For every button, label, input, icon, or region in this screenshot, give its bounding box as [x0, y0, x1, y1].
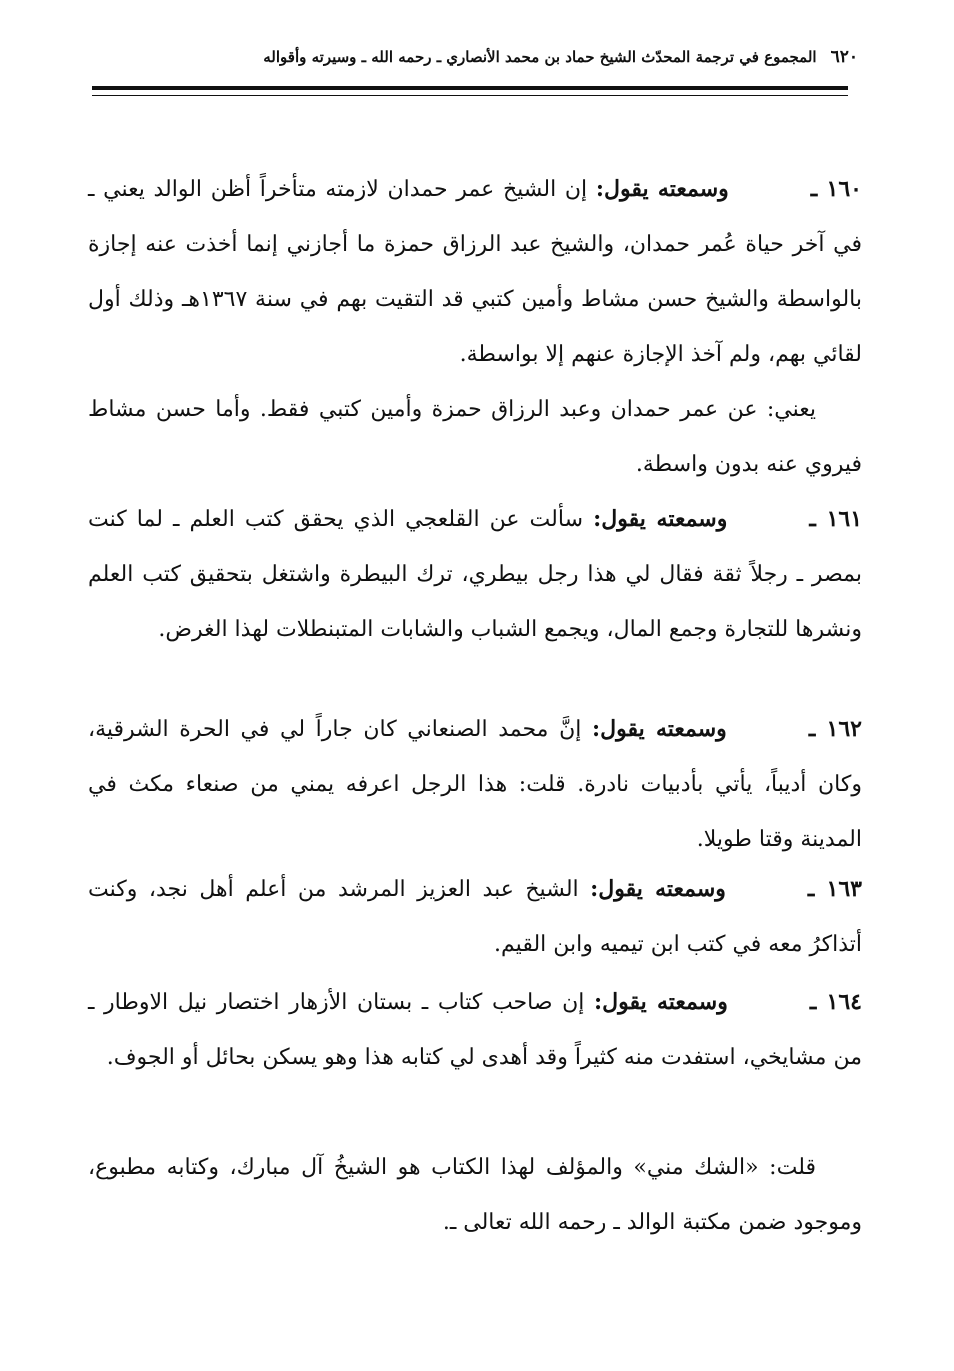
entry-number: ١٦٠ ـ — [810, 176, 862, 202]
note-after-160 — [88, 382, 862, 492]
entry-lead: وسمعته يقول: — [594, 989, 728, 1015]
header-rule-thick — [92, 86, 848, 90]
entry-number: ١٦٣ ـ — [807, 876, 862, 902]
entry-163 — [88, 862, 862, 972]
entry-lead: وسمعته يقول: — [590, 876, 726, 902]
entry-162 — [88, 702, 862, 867]
note-text: يعني: عن عمر حمدان وعبد الرزاق حمزة وأمين كتبي فقط. وأما حسن مشاط فيروي عنه بدون واسطة. — [88, 397, 862, 477]
entry-161 — [88, 492, 862, 657]
entry-text: إنَّ محمد الصنعاني كان جاراً لي في الحرة الشرقية، وكان أديباً، يأتي بأدبيات نادرة. قلت: هذا الرجل اعرفه يمني من صنعاء مكث في المدينة وقتا طويلا. — [88, 717, 862, 852]
entry-text: سألت عن القلعجي الذي يحقق كتب العلم ـ لما كنت بمصر ـ رجلاً ثقة فقال لي هذا رجل بيطري، ترك البيطرة واشتغل بتحقيق كتب العلم ونشرها للتجارة وجمع المال، ويجمع الشباب والشابات المتبنطلات لهذا الغرض. — [88, 507, 862, 642]
entry-text: إن صاحب كتاب ـ بستان الأزهار اختصار نيل الاوطار ـ من مشايخي، استفدت منه كثيراً وقد أهدى لي كتابه هذا وهو يسكن بحائل أو الجوف. — [88, 990, 862, 1070]
entry-160 — [88, 162, 862, 382]
entry-number: ١٦١ ـ — [809, 506, 863, 532]
page-header — [92, 40, 858, 74]
entry-lead: وسمعته يقول: — [591, 716, 727, 742]
running-title: المجموع في ترجمة المحدّث الشيخ حماد بن محمد الأنصاري ـ رحمه الله ـ وسيرته وأقواله — [263, 48, 817, 66]
page-number: ٦٢٠ — [830, 47, 858, 67]
entry-lead: وسمعته يقول: — [595, 176, 729, 202]
entry-text: إن الشيخ عمر حمدان لازمته متأخراً أظن الوالد يعني ـ في آخر حياة عُمر حمدان، والشيخ عبد الرزاق حمزة ما أجازني إنما أخذت عنه إجازة بالواسطة والشيخ حسن مشاط وأمين كتبي قد التقيت بهم في سنة ١٣٦٧هـ وذلك أول لقائي بهم، ولم آخذ الإجازة عنهم إلا بواسطة. — [88, 177, 862, 367]
entry-text: الشيخ عبد العزيز المرشد من أعلم أهل نجد، وكنت أتذاكرُ معه في كتب ابن تيميه وابن القيم. — [88, 877, 862, 957]
header-rule-thin — [92, 95, 848, 96]
note-text: قلت: «الشك مني» والمؤلف لهذا الكتاب هو الشيخُ آل مبارك، وكتابه مطبوع، وموجود ضمن مكتبة الوالد ـ رحمه الله تعالى ـ. — [88, 1155, 862, 1235]
entry-164 — [88, 975, 862, 1085]
note-after-164 — [88, 1140, 862, 1250]
entry-number: ١٦٤ ـ — [809, 989, 862, 1015]
entry-number: ١٦٢ ـ — [808, 716, 862, 742]
entry-lead: وسمعته يقول: — [593, 506, 728, 532]
